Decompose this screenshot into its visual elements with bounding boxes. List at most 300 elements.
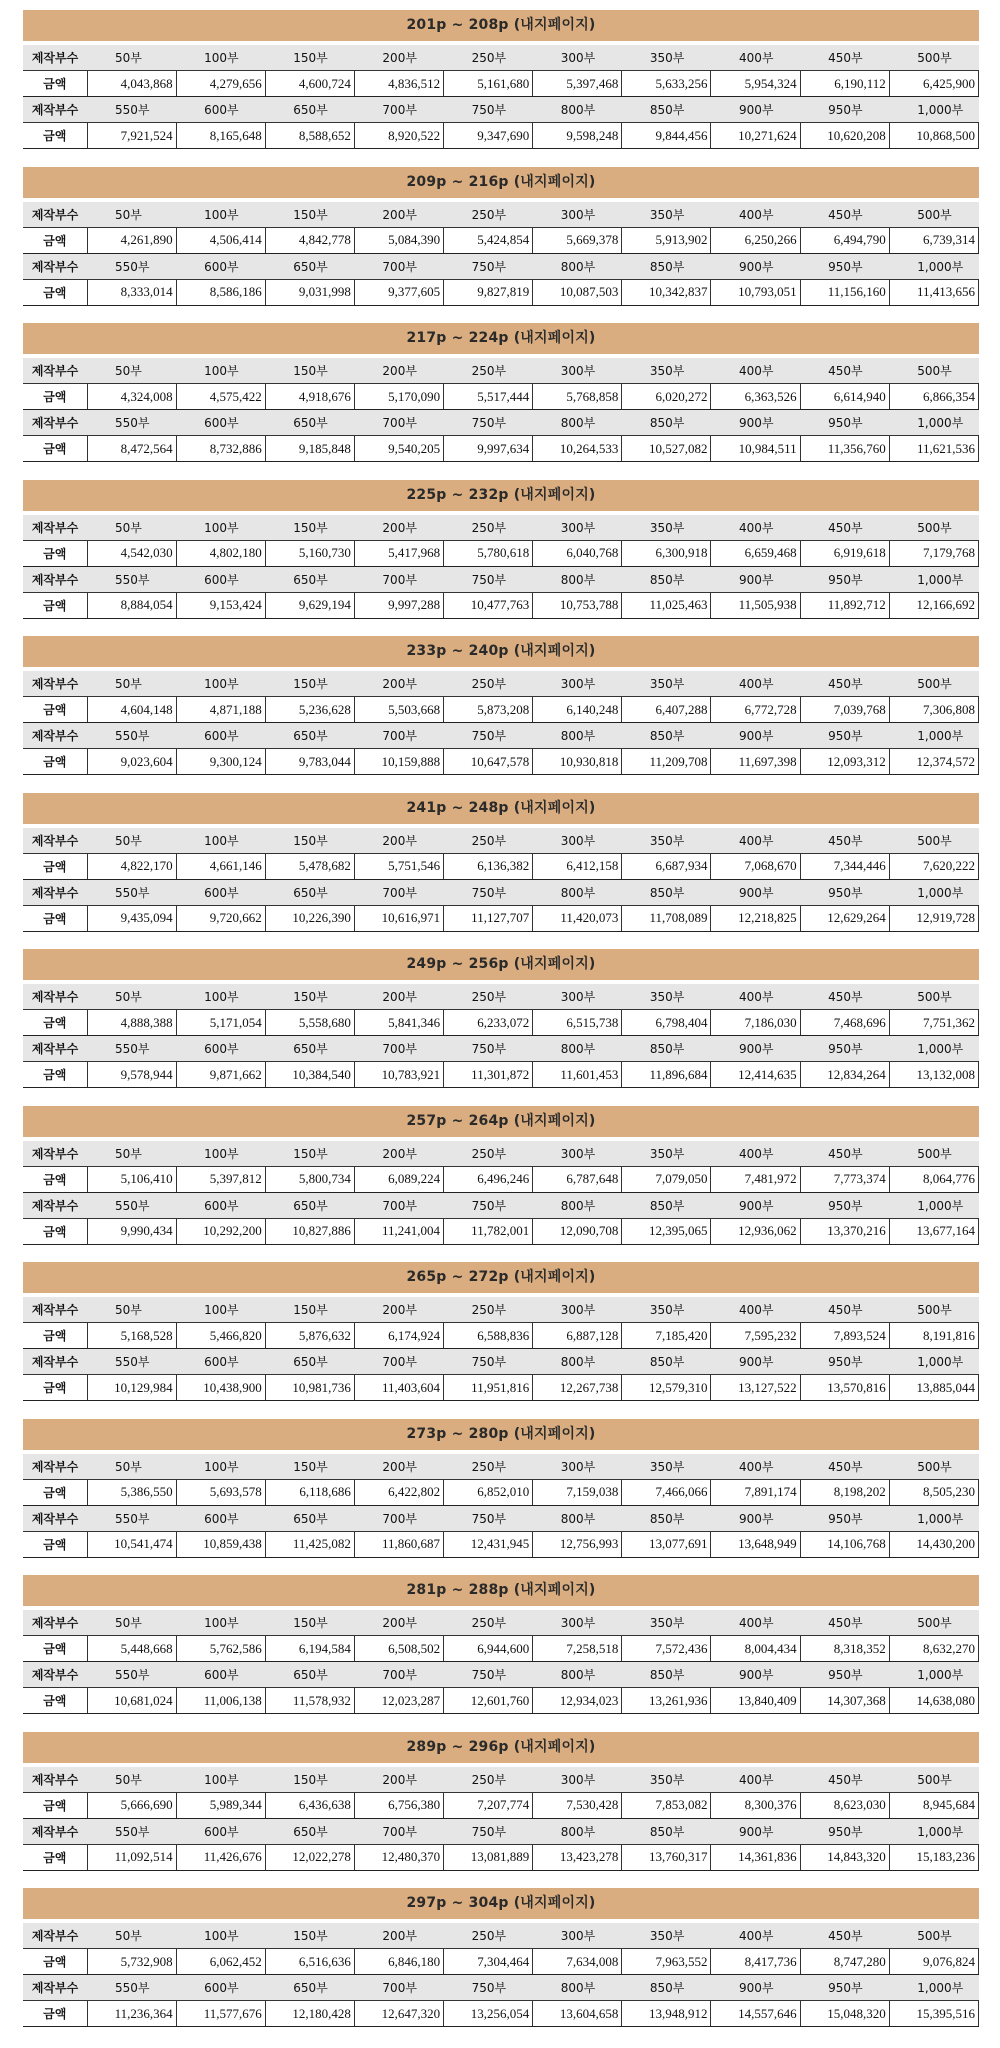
quantity-cell: 950부 [800,1192,889,1218]
price-cell: 11,782,001 [444,1218,533,1244]
price-table [23,1610,979,1714]
price-cell: 6,089,224 [354,1166,443,1192]
quantity-cell: 850부 [622,1662,711,1688]
quantity-cell: 700부 [354,1818,443,1844]
quantity-cell: 100부 [176,984,265,1010]
quantity-cell: 750부 [444,1349,533,1375]
price-cell: 12,834,264 [800,1062,889,1088]
quantity-cell: 1,000부 [889,1662,978,1688]
quantity-cell: 400부 [711,1141,800,1167]
price-cell: 10,981,736 [265,1375,354,1401]
price-cell: 13,081,889 [444,1844,533,1870]
quantity-cell: 550부 [87,566,176,592]
quantity-cell: 300부 [533,358,622,384]
price-cell: 8,884,054 [87,592,176,618]
price-cell: 4,575,422 [176,384,265,410]
price-row [23,749,979,775]
price-cell: 7,068,670 [711,853,800,879]
price-cell: 4,842,778 [265,227,354,253]
price-cell: 14,843,320 [800,1844,889,1870]
row-label: 제작부수 [23,410,87,436]
quantity-cell: 950부 [800,1505,889,1531]
quantity-cell: 700부 [354,879,443,905]
price-row [23,1844,979,1870]
price-table [23,202,979,306]
row-label: 금액 [23,1375,87,1401]
quantity-cell: 650부 [265,1349,354,1375]
price-cell: 11,356,760 [800,436,889,462]
quantity-cell: 1,000부 [889,723,978,749]
quantity-cell: 900부 [711,410,800,436]
quantity-cell: 750부 [444,1192,533,1218]
price-cell: 7,079,050 [622,1166,711,1192]
price-cell: 8,920,522 [354,123,443,149]
price-cell: 7,891,174 [711,1479,800,1505]
quantity-cell: 250부 [444,828,533,854]
quantity-cell: 550부 [87,253,176,279]
quantity-cell: 450부 [800,1297,889,1323]
quantity-row [23,1349,979,1375]
price-row [23,123,979,149]
quantity-cell: 150부 [265,515,354,541]
price-cell: 8,318,352 [800,1636,889,1662]
page-range-header: 225p ~ 232p (내지페이지) [23,480,979,511]
quantity-cell: 650부 [265,723,354,749]
price-cell: 7,481,972 [711,1166,800,1192]
price-cell: 6,363,526 [711,384,800,410]
quantity-cell: 350부 [622,1141,711,1167]
quantity-cell: 900부 [711,1505,800,1531]
quantity-cell: 500부 [889,45,978,71]
quantity-cell: 950부 [800,1662,889,1688]
quantity-cell: 800부 [533,879,622,905]
quantity-cell: 350부 [622,45,711,71]
price-cell: 7,963,552 [622,1949,711,1975]
quantity-cell: 400부 [711,1767,800,1793]
price-cell: 6,422,802 [354,1479,443,1505]
quantity-row [23,1767,979,1793]
price-cell: 9,871,662 [176,1062,265,1088]
quantity-cell: 150부 [265,1141,354,1167]
quantity-cell: 650부 [265,253,354,279]
price-cell: 5,768,858 [533,384,622,410]
price-cell: 10,159,888 [354,749,443,775]
quantity-cell: 200부 [354,1297,443,1323]
quantity-cell: 400부 [711,1297,800,1323]
quantity-cell: 950부 [800,253,889,279]
price-cell: 12,431,945 [444,1531,533,1557]
price-cell: 11,505,938 [711,592,800,618]
price-cell: 8,198,202 [800,1479,889,1505]
quantity-cell: 50부 [87,984,176,1010]
price-cell: 6,614,940 [800,384,889,410]
quantity-cell: 900부 [711,1662,800,1688]
quantity-cell: 800부 [533,1818,622,1844]
price-block [23,1732,979,1871]
price-table [23,515,979,619]
price-cell: 5,558,680 [265,1010,354,1036]
price-cell: 9,031,998 [265,279,354,305]
price-cell: 10,342,837 [622,279,711,305]
price-cell: 10,271,624 [711,123,800,149]
price-cell: 10,930,818 [533,749,622,775]
row-label: 금액 [23,279,87,305]
price-table [23,1767,979,1871]
quantity-cell: 300부 [533,202,622,228]
quantity-cell: 750부 [444,1505,533,1531]
quantity-cell: 200부 [354,515,443,541]
quantity-cell: 900부 [711,253,800,279]
quantity-cell: 350부 [622,671,711,697]
row-label: 금액 [23,1010,87,1036]
price-cell: 12,180,428 [265,2001,354,2027]
row-label: 금액 [23,540,87,566]
quantity-cell: 800부 [533,723,622,749]
quantity-cell: 650부 [265,1192,354,1218]
row-label: 제작부수 [23,566,87,592]
quantity-cell: 550부 [87,1192,176,1218]
price-row [23,2001,979,2027]
quantity-cell: 450부 [800,984,889,1010]
price-cell: 5,236,628 [265,697,354,723]
quantity-cell: 900부 [711,723,800,749]
quantity-cell: 850부 [622,410,711,436]
quantity-cell: 650부 [265,1818,354,1844]
price-cell: 11,896,684 [622,1062,711,1088]
quantity-cell: 600부 [176,1975,265,2001]
page-range-header: 297p ~ 304p (내지페이지) [23,1888,979,1919]
price-cell: 6,756,380 [354,1792,443,1818]
quantity-row [23,1923,979,1949]
price-block [23,323,979,462]
price-row [23,227,979,253]
price-cell: 6,118,686 [265,1479,354,1505]
price-cell: 5,693,578 [176,1479,265,1505]
quantity-cell: 600부 [176,410,265,436]
price-row [23,1688,979,1714]
price-cell: 5,751,546 [354,853,443,879]
price-cell: 11,025,463 [622,592,711,618]
quantity-cell: 600부 [176,1349,265,1375]
price-cell: 12,267,738 [533,1375,622,1401]
page-range-header: 273p ~ 280p (내지페이지) [23,1419,979,1450]
quantity-cell: 650부 [265,879,354,905]
price-cell: 6,040,768 [533,540,622,566]
quantity-cell: 100부 [176,202,265,228]
price-cell: 10,793,051 [711,279,800,305]
price-row [23,592,979,618]
price-cell: 6,412,158 [533,853,622,879]
price-cell: 10,129,984 [87,1375,176,1401]
quantity-row [23,828,979,854]
price-cell: 7,185,420 [622,1323,711,1349]
price-cell: 6,846,180 [354,1949,443,1975]
quantity-cell: 1,000부 [889,566,978,592]
price-cell: 7,344,446 [800,853,889,879]
price-cell: 5,160,730 [265,540,354,566]
row-label: 금액 [23,227,87,253]
price-cell: 7,572,436 [622,1636,711,1662]
price-cell: 9,540,205 [354,436,443,462]
quantity-cell: 550부 [87,1818,176,1844]
row-label: 금액 [23,1166,87,1192]
quantity-cell: 900부 [711,1036,800,1062]
price-cell: 4,822,170 [87,853,176,879]
price-cell: 6,250,266 [711,227,800,253]
price-cell: 4,043,868 [87,71,176,97]
price-row [23,1531,979,1557]
quantity-cell: 250부 [444,358,533,384]
quantity-cell: 850부 [622,97,711,123]
quantity-cell: 550부 [87,97,176,123]
quantity-cell: 400부 [711,671,800,697]
row-label: 금액 [23,749,87,775]
price-cell: 11,236,364 [87,2001,176,2027]
price-cell: 7,893,524 [800,1323,889,1349]
row-label: 제작부수 [23,723,87,749]
quantity-cell: 50부 [87,1454,176,1480]
price-cell: 6,407,288 [622,697,711,723]
price-cell: 11,426,676 [176,1844,265,1870]
price-cell: 8,004,434 [711,1636,800,1662]
row-label: 금액 [23,1792,87,1818]
quantity-cell: 750부 [444,1818,533,1844]
quantity-cell: 500부 [889,1454,978,1480]
price-cell: 7,179,768 [889,540,978,566]
price-cell: 8,747,280 [800,1949,889,1975]
quantity-cell: 150부 [265,984,354,1010]
price-cell: 4,918,676 [265,384,354,410]
quantity-cell: 700부 [354,1505,443,1531]
price-block [23,793,979,932]
price-cell: 14,430,200 [889,1531,978,1557]
price-cell: 8,165,648 [176,123,265,149]
quantity-cell: 750부 [444,723,533,749]
price-cell: 5,386,550 [87,1479,176,1505]
price-block [23,1106,979,1245]
price-row [23,853,979,879]
price-cell: 4,279,656 [176,71,265,97]
price-row [23,436,979,462]
price-cell: 8,472,564 [87,436,176,462]
price-cell: 10,438,900 [176,1375,265,1401]
quantity-cell: 350부 [622,828,711,854]
price-cell: 4,324,008 [87,384,176,410]
price-cell: 6,136,382 [444,853,533,879]
price-cell: 11,092,514 [87,1844,176,1870]
price-cell: 13,885,044 [889,1375,978,1401]
quantity-cell: 750부 [444,1036,533,1062]
quantity-cell: 600부 [176,566,265,592]
price-cell: 12,093,312 [800,749,889,775]
quantity-cell: 200부 [354,984,443,1010]
price-cell: 10,384,540 [265,1062,354,1088]
row-label: 금액 [23,1218,87,1244]
price-cell: 7,306,808 [889,697,978,723]
price-cell: 12,936,062 [711,1218,800,1244]
quantity-row [23,1297,979,1323]
row-label: 제작부수 [23,1662,87,1688]
price-cell: 5,170,090 [354,384,443,410]
row-label: 금액 [23,71,87,97]
quantity-cell: 350부 [622,1923,711,1949]
row-label: 제작부수 [23,97,87,123]
price-cell: 6,233,072 [444,1010,533,1036]
price-row [23,1949,979,1975]
quantity-cell: 800부 [533,253,622,279]
row-label: 제작부수 [23,1036,87,1062]
quantity-cell: 150부 [265,671,354,697]
price-cell: 11,413,656 [889,279,978,305]
price-row [23,71,979,97]
quantity-cell: 50부 [87,358,176,384]
quantity-cell: 550부 [87,1505,176,1531]
quantity-cell: 700부 [354,410,443,436]
quantity-row [23,410,979,436]
price-cell: 11,156,160 [800,279,889,305]
quantity-row [23,515,979,541]
price-cell: 8,417,736 [711,1949,800,1975]
row-label: 제작부수 [23,879,87,905]
page-range-header: 265p ~ 272p (내지페이지) [23,1262,979,1293]
quantity-row [23,45,979,71]
page-range-header: 281p ~ 288p (내지페이지) [23,1575,979,1606]
price-cell: 7,466,066 [622,1479,711,1505]
quantity-cell: 300부 [533,1141,622,1167]
quantity-cell: 200부 [354,1610,443,1636]
price-cell: 13,840,409 [711,1688,800,1714]
quantity-cell: 450부 [800,358,889,384]
quantity-cell: 550부 [87,1036,176,1062]
page-range-header: 217p ~ 224p (내지페이지) [23,323,979,354]
price-cell: 12,647,320 [354,2001,443,2027]
quantity-cell: 500부 [889,1610,978,1636]
quantity-cell: 350부 [622,1454,711,1480]
price-cell: 13,132,008 [889,1062,978,1088]
quantity-cell: 400부 [711,45,800,71]
quantity-cell: 650부 [265,566,354,592]
price-cell: 13,370,216 [800,1218,889,1244]
quantity-cell: 150부 [265,1923,354,1949]
quantity-cell: 700부 [354,566,443,592]
quantity-cell: 900부 [711,566,800,592]
quantity-cell: 850부 [622,1975,711,2001]
quantity-cell: 300부 [533,515,622,541]
price-cell: 11,420,073 [533,905,622,931]
quantity-cell: 350부 [622,1297,711,1323]
quantity-cell: 350부 [622,1767,711,1793]
quantity-cell: 950부 [800,410,889,436]
price-cell: 6,944,600 [444,1636,533,1662]
quantity-cell: 400부 [711,1610,800,1636]
quantity-row [23,723,979,749]
price-cell: 7,207,774 [444,1792,533,1818]
quantity-cell: 300부 [533,1767,622,1793]
price-cell: 7,304,464 [444,1949,533,1975]
quantity-cell: 750부 [444,410,533,436]
quantity-cell: 500부 [889,358,978,384]
price-cell: 9,300,124 [176,749,265,775]
price-table [23,45,979,149]
price-cell: 12,919,728 [889,905,978,931]
price-cell: 13,677,164 [889,1218,978,1244]
quantity-cell: 300부 [533,1610,622,1636]
quantity-cell: 700부 [354,723,443,749]
price-cell: 7,921,524 [87,123,176,149]
price-cell: 11,301,872 [444,1062,533,1088]
quantity-cell: 50부 [87,202,176,228]
quantity-cell: 750부 [444,879,533,905]
price-block [23,636,979,775]
quantity-cell: 150부 [265,202,354,228]
price-cell: 8,505,230 [889,1479,978,1505]
price-cell: 7,751,362 [889,1010,978,1036]
price-cell: 8,588,652 [265,123,354,149]
price-cell: 9,844,456 [622,123,711,149]
quantity-cell: 550부 [87,723,176,749]
price-table [23,828,979,932]
quantity-cell: 850부 [622,1818,711,1844]
price-cell: 11,403,604 [354,1375,443,1401]
row-label: 금액 [23,1636,87,1662]
quantity-cell: 950부 [800,1975,889,2001]
quantity-cell: 950부 [800,1818,889,1844]
row-label: 제작부수 [23,1767,87,1793]
price-cell: 15,183,236 [889,1844,978,1870]
row-label: 금액 [23,853,87,879]
quantity-cell: 850부 [622,1349,711,1375]
quantity-cell: 600부 [176,253,265,279]
quantity-cell: 500부 [889,828,978,854]
price-cell: 5,732,908 [87,1949,176,1975]
price-cell: 5,397,812 [176,1166,265,1192]
price-cell: 7,159,038 [533,1479,622,1505]
quantity-cell: 50부 [87,828,176,854]
price-cell: 10,292,200 [176,1218,265,1244]
quantity-cell: 650부 [265,1505,354,1531]
quantity-cell: 250부 [444,1297,533,1323]
quantity-cell: 100부 [176,1454,265,1480]
price-cell: 6,852,010 [444,1479,533,1505]
price-cell: 9,783,044 [265,749,354,775]
price-cell: 4,261,890 [87,227,176,253]
quantity-cell: 450부 [800,1454,889,1480]
price-cell: 12,166,692 [889,592,978,618]
price-cell: 5,424,854 [444,227,533,253]
quantity-cell: 550부 [87,410,176,436]
price-cell: 7,620,222 [889,853,978,879]
price-cell: 11,697,398 [711,749,800,775]
quantity-cell: 200부 [354,1923,443,1949]
price-cell: 10,868,500 [889,123,978,149]
price-block [23,1419,979,1558]
price-cell: 10,541,474 [87,1531,176,1557]
quantity-row [23,1192,979,1218]
quantity-cell: 750부 [444,253,533,279]
quantity-cell: 50부 [87,1297,176,1323]
price-cell: 10,859,438 [176,1531,265,1557]
quantity-cell: 200부 [354,202,443,228]
price-block [23,167,979,306]
quantity-cell: 800부 [533,1975,622,2001]
quantity-cell: 850부 [622,253,711,279]
quantity-cell: 650부 [265,1662,354,1688]
quantity-row [23,671,979,697]
quantity-cell: 700부 [354,1975,443,2001]
price-cell: 12,090,708 [533,1218,622,1244]
price-cell: 11,621,536 [889,436,978,462]
price-cell: 11,425,082 [265,1531,354,1557]
